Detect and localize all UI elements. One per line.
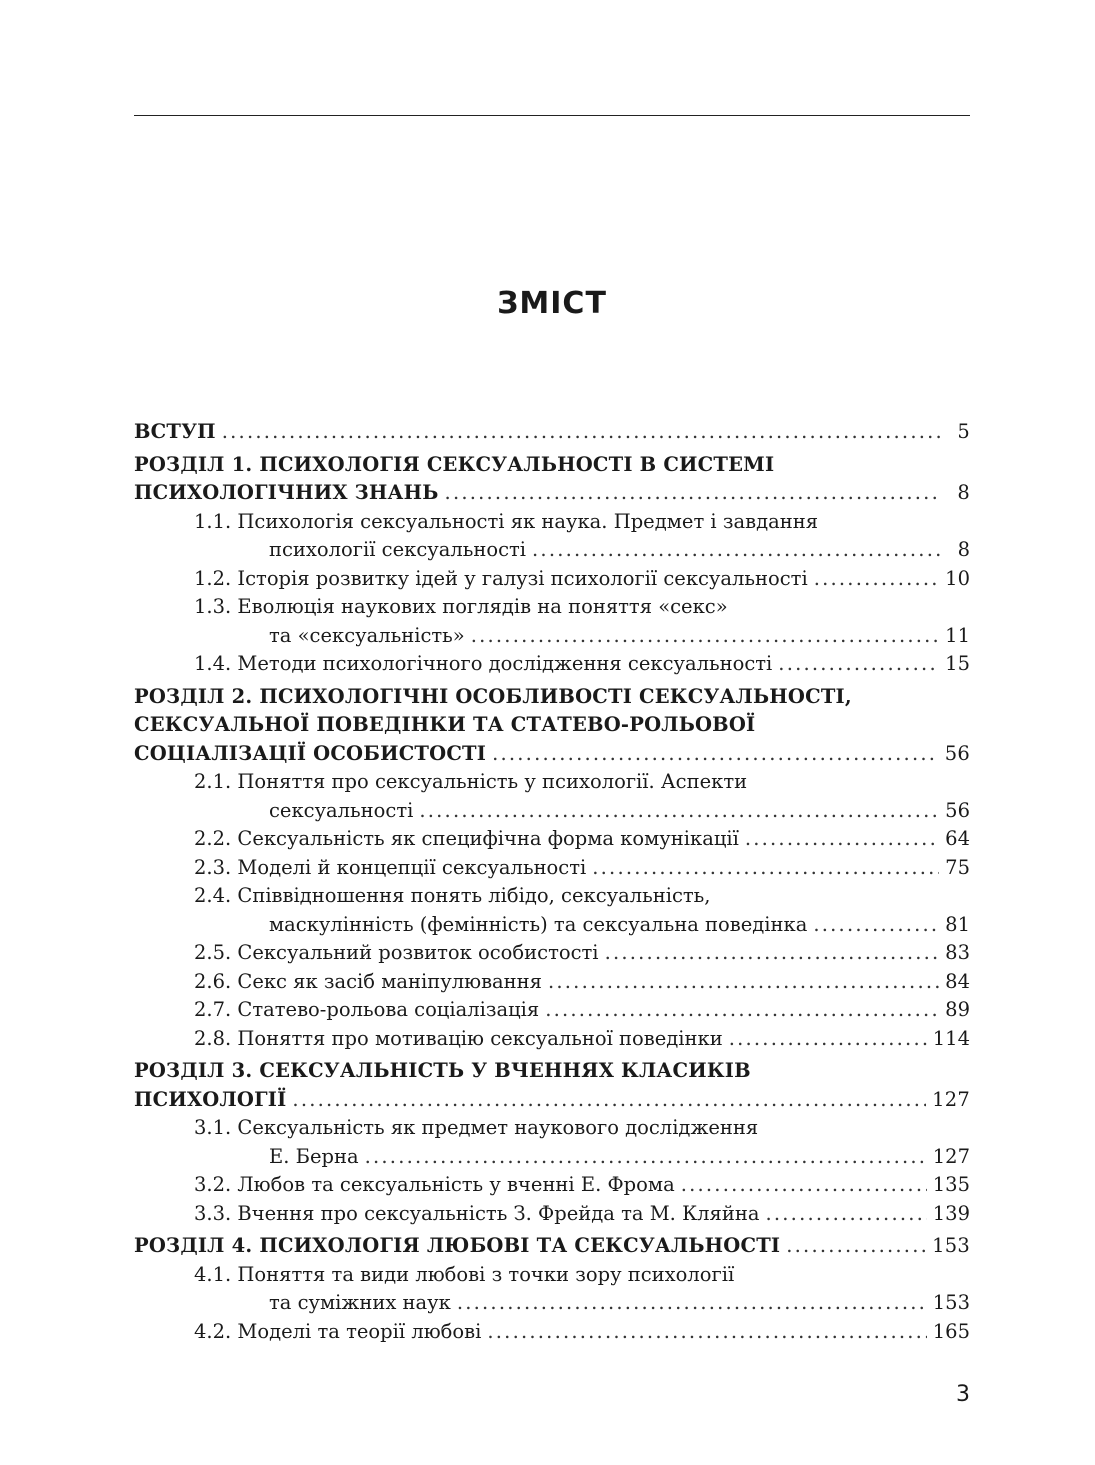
dot-leader [548, 968, 939, 997]
toc-entry [134, 768, 970, 797]
toc-entry-page: 139 [932, 1201, 970, 1225]
toc-entry [134, 911, 970, 940]
toc-entry-title: ВСТУП [134, 420, 216, 443]
toc-entry-title: 1.1. Психологія сексуальності як наука. Предмет і завдання [194, 509, 819, 533]
dot-leader [292, 1086, 926, 1115]
toc-entry-title: 3.1. Сексуальність як предмет наукового дослідження [194, 1116, 759, 1139]
page-number: 3 [956, 1382, 970, 1407]
toc-entry [134, 1086, 970, 1115]
toc-entry-page: 127 [932, 1087, 970, 1111]
toc-entry-title: 1.2. Історія розвитку ідей у галузі психології сексуальності [194, 566, 808, 590]
toc-entry [134, 1057, 970, 1086]
toc-entry-page: 84 [945, 969, 970, 993]
page-title: ЗМІСТ [497, 286, 607, 321]
toc-entry [134, 1289, 970, 1318]
toc-entry-title: ПСИХОЛОГІЇ [134, 1087, 287, 1111]
toc-entry-title: 2.5. Сексуальний розвиток особистості [194, 941, 599, 964]
toc-entry [134, 939, 970, 968]
toc-entry-title: 2.7. Статево-рольова соціалізація [194, 998, 540, 1021]
dot-leader [765, 1200, 926, 1229]
toc-entry-page: 5 [957, 420, 970, 443]
toc-entry-title: СЕКСУАЛЬНОЇ ПОВЕДІНКИ ТА СТАТЕВО-РОЛЬОВОЇ [134, 713, 756, 736]
toc-entry-title: ПСИХОЛОГІЧНИХ ЗНАНЬ [134, 481, 439, 504]
toc-entry [134, 451, 970, 480]
toc-entry-title: 4.2. Моделі та теорії любові [194, 1319, 482, 1343]
toc-entry [134, 508, 970, 537]
dot-leader [419, 797, 939, 826]
dot-leader [471, 622, 939, 651]
dot-leader [813, 911, 939, 940]
toc-entry [134, 1143, 970, 1172]
toc-entry-page: 56 [945, 798, 970, 822]
toc-entry-title: 1.3. Еволюція наукових поглядів на поняття «секс» [194, 595, 728, 618]
dot-leader [222, 418, 940, 447]
toc-entry [134, 1114, 970, 1143]
toc-entry [134, 536, 970, 565]
toc-entry [134, 882, 970, 911]
dot-leader [487, 1318, 926, 1347]
dot-leader [532, 536, 940, 565]
toc-entry [134, 740, 970, 769]
dot-leader [365, 1143, 927, 1172]
toc-entry-page: 127 [932, 1144, 970, 1168]
toc-entry-page: 83 [945, 941, 970, 964]
toc-entry [134, 1232, 970, 1261]
header-rule [134, 115, 970, 116]
toc-entry [134, 825, 970, 854]
toc-entry-page: 89 [945, 998, 970, 1021]
toc-entry [134, 650, 970, 679]
toc-entry-page: 114 [932, 1026, 970, 1050]
dot-leader [445, 479, 940, 508]
toc-entry [134, 1171, 970, 1200]
toc-entry [134, 711, 970, 740]
toc-entry-page: 153 [932, 1291, 970, 1314]
toc-entry-page: 8 [957, 481, 970, 504]
toc-entry-title: РОЗДІЛ 4. ПСИХОЛОГІЯ ЛЮБОВІ ТА СЕКСУАЛЬНОСТІ [134, 1234, 781, 1257]
toc-entry-page: 10 [945, 566, 970, 590]
toc-entry [134, 854, 970, 883]
toc-entry [134, 1200, 970, 1229]
toc-entry-title: Е. Берна [269, 1144, 359, 1168]
toc-entry-title: та суміжних наук [269, 1291, 451, 1314]
dot-leader [681, 1171, 927, 1200]
toc-entry [134, 418, 970, 447]
toc-entry-title: 3.3. Вчення про сексуальність З. Фрейда та М. Кляйна [194, 1201, 760, 1225]
toc-entry [134, 593, 970, 622]
toc-entry-page: 135 [932, 1173, 970, 1196]
toc-entry-title: 2.3. Моделі й концепції сексуальності [194, 855, 587, 879]
toc-entry [134, 1261, 970, 1290]
dot-leader [745, 825, 939, 854]
toc-entry-title: 2.2. Сексуальність як специфічна форма комунікації [194, 827, 739, 850]
toc-entry [134, 565, 970, 594]
dot-leader [592, 854, 939, 883]
dot-leader [545, 996, 939, 1025]
toc-entry-page: 64 [945, 827, 970, 850]
toc-entry-page: 56 [944, 741, 970, 765]
dot-leader [778, 650, 939, 679]
toc-entry-title: РОЗДІЛ 1. ПСИХОЛОГІЯ СЕКСУАЛЬНОСТІ В СИСТЕМІ [134, 452, 775, 476]
toc-entry [134, 622, 970, 651]
toc-entry-title: маскулінність (фемінність) та сексуальна поведінка [269, 912, 808, 936]
table-of-contents [134, 418, 970, 1346]
dot-leader [814, 565, 939, 594]
dot-leader [492, 740, 939, 769]
toc-entry-title: та «сексуальність» [269, 623, 465, 647]
dot-leader [729, 1025, 927, 1054]
toc-entry-title: 2.8. Поняття про мотивацію сексуальної поведінки [194, 1026, 723, 1050]
toc-entry-page: 165 [932, 1319, 970, 1343]
toc-entry-title: СОЦІАЛІЗАЦІЇ ОСОБИСТОСТІ [134, 741, 487, 765]
dot-leader [605, 939, 940, 968]
toc-entry [134, 996, 970, 1025]
toc-entry-title: РОЗДІЛ 3. СЕКСУАЛЬНІСТЬ У ВЧЕННЯХ КЛАСИКІВ [134, 1059, 751, 1082]
toc-entry-page: 15 [945, 652, 970, 675]
toc-entry-page: 11 [945, 623, 970, 647]
toc-entry [134, 1025, 970, 1054]
toc-entry-title: 2.6. Секс як засіб маніпулювання [194, 969, 542, 993]
toc-entry [134, 1318, 970, 1347]
toc-entry-title: психології сексуальності [269, 538, 527, 561]
toc-entry-title: сексуальності [269, 798, 414, 822]
toc-entry-title: 2.1. Поняття про сексуальність у психології. Аспекти [194, 770, 748, 793]
toc-entry-title: РОЗДІЛ 2. ПСИХОЛОГІЧНІ ОСОБЛИВОСТІ СЕКСУАЛЬНОСТІ, [134, 684, 852, 708]
toc-entry-title: 2.4. Співвідношення понять лібідо, сексуальність, [194, 884, 711, 907]
toc-entry-title: 3.2. Любов та сексуальність у вченні Е. Фрома [194, 1173, 675, 1196]
toc-entry [134, 683, 970, 712]
toc-entry-page: 153 [932, 1234, 970, 1257]
toc-entry [134, 479, 970, 508]
dot-leader [786, 1232, 926, 1261]
dot-leader [457, 1289, 927, 1318]
toc-entry-page: 75 [945, 855, 970, 879]
toc-entry-page: 81 [945, 912, 970, 936]
toc-entry [134, 968, 970, 997]
toc-entry [134, 797, 970, 826]
toc-entry-title: 1.4. Методи психологічного дослідження сексуальності [194, 652, 773, 675]
toc-entry-page: 8 [957, 538, 970, 561]
toc-entry-title: 4.1. Поняття та види любові з точки зору психології [194, 1262, 735, 1286]
